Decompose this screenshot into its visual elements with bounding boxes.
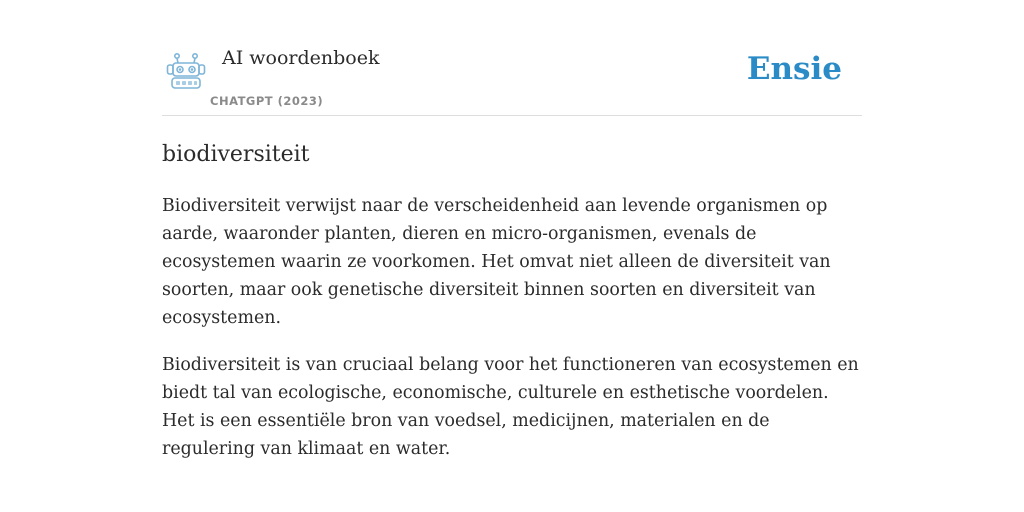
definition-paragraph: Biodiversiteit verwijst naar de verscheidenheid aan levende organismen op aarde, waaronder planten, dieren en micro-organismen, evenals de ecosystemen waarin ze voorkomen. Het omvat niet alleen de diversiteit van soorten, maar ook genetische diversiteit binnen soorten en diversiteit van ecosystemen. <box>162 196 831 328</box>
definition-paragraph: Biodiversiteit is van cruciaal belang voor het functioneren van ecosystemen en biedt tal van ecologische, economische, culturele en esthetische voordelen. Het is een essentiële bron van voedsel, medicijnen, materialen en de regulering van klimaat en water. <box>162 355 859 459</box>
dictionary-title[interactable]: AI woordenboek <box>222 47 380 69</box>
entry-definition <box>162 192 862 463</box>
card-header <box>162 0 862 116</box>
dictionary-card <box>162 0 862 463</box>
entry-term: biodiversiteit <box>162 142 310 167</box>
source-label: CHATGPT (2023) <box>210 94 324 108</box>
robot-icon <box>166 52 206 90</box>
ensie-logo[interactable]: Ensie <box>746 51 842 87</box>
